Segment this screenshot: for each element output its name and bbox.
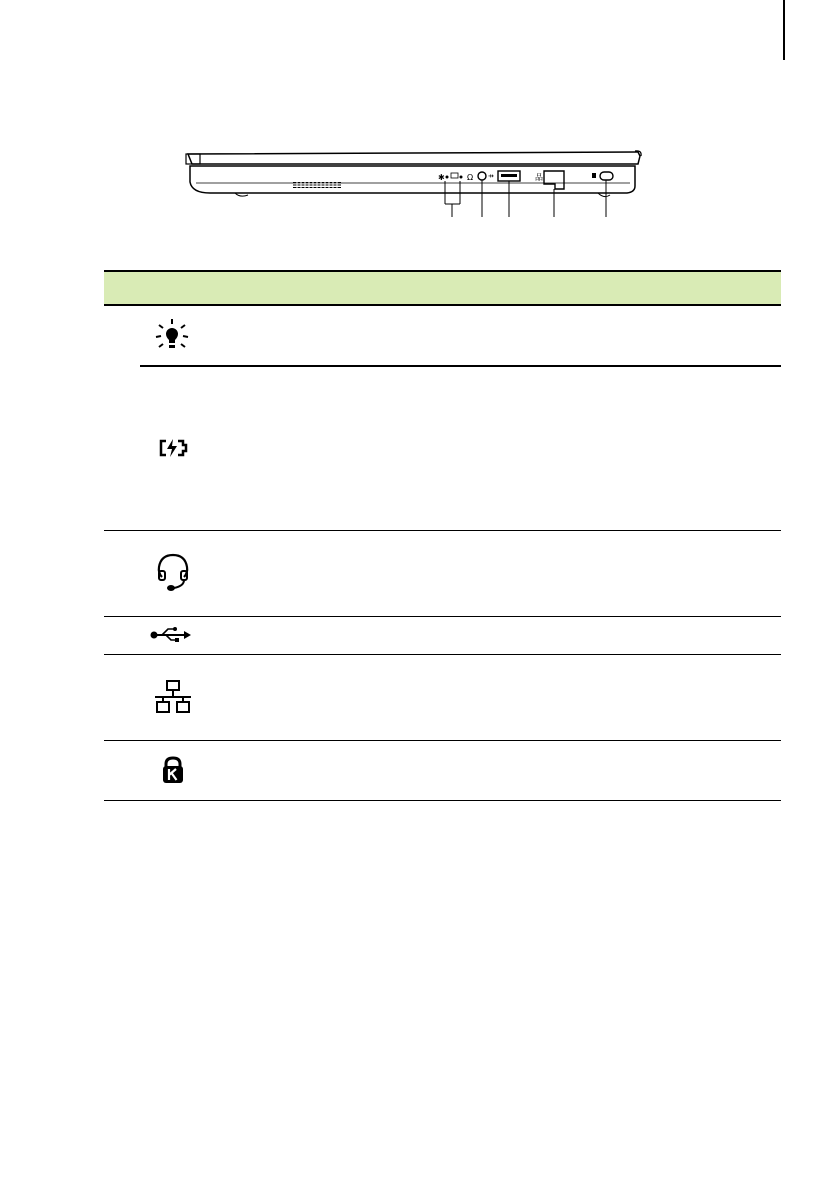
- table-header-description: [260, 271, 781, 305]
- table-cell: [104, 654, 140, 740]
- headset-icon: [156, 553, 190, 593]
- table-row: [104, 740, 781, 800]
- table-row: [104, 305, 781, 366]
- power-indicator-icon: [154, 318, 190, 354]
- svg-text:⇸: ⇸: [488, 172, 494, 180]
- table-cell-description: [260, 305, 781, 366]
- svg-text:Ω: Ω: [467, 173, 474, 182]
- table-cell: [140, 616, 260, 654]
- table-cell: [140, 740, 260, 800]
- table-row: [104, 616, 781, 654]
- table-header-row: [104, 271, 781, 305]
- page-edge-rule: [783, 0, 785, 60]
- table-cell: [104, 740, 140, 800]
- kensington-lock-icon: [162, 756, 184, 784]
- table-cell-description: [260, 654, 781, 740]
- table-cell-description: [260, 530, 781, 616]
- table-cell: [104, 530, 140, 616]
- table-row: [104, 530, 781, 616]
- laptop-right-side-view: [180, 142, 650, 224]
- table-header-icon: [140, 271, 260, 305]
- table-cell: [140, 654, 260, 740]
- table-cell: [140, 305, 260, 366]
- battery-charging-icon: [158, 438, 188, 458]
- usb-icon: [150, 625, 192, 645]
- svg-text:✱: ✱: [438, 173, 445, 182]
- table-cell: [140, 530, 260, 616]
- table-cell-description: [260, 366, 781, 530]
- table-cell: [104, 305, 140, 530]
- table-cell-description: [260, 740, 781, 800]
- table-row: [104, 366, 781, 530]
- svg-text:品: 品: [535, 173, 543, 182]
- port-description-table: [104, 270, 781, 801]
- ethernet-icon: [154, 680, 192, 714]
- table-row: [104, 654, 781, 740]
- table-cell: [140, 366, 260, 530]
- table-cell: [104, 616, 140, 654]
- table-cell-description: [260, 616, 781, 654]
- table-header-number: [104, 271, 140, 305]
